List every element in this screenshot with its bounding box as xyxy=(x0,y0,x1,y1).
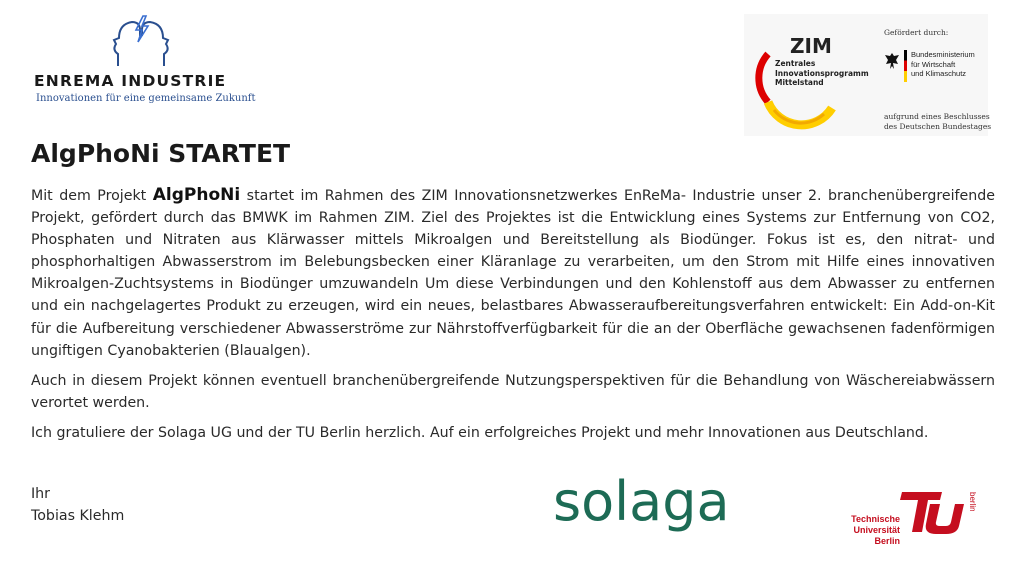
tu-vertical-text: berlin xyxy=(968,492,977,512)
paragraph-text: Mit dem Projekt xyxy=(31,188,153,204)
zim-subtitle xyxy=(775,59,869,88)
funding-logo-box xyxy=(744,14,992,136)
paragraph-text: startet im Rahmen des ZIM Innovationsnetzwerkes EnReMa- Industrie unser 2. branchenübergreifende Projekt, gefördert durch das BMWK im Rahmen ZIM. Ziel des Projektes ist die Entwicklung eines Systems zur Entfernung von CO2, Phosphaten und Nitraten aus Klärwasser mittels Mikroalgen und Bereitstellung als Biodünger. Fokus ist es, den nitrat- und phosphorhaltigen Abwasserstrom im Belebungsbecken einer Kläranlage zu verarbeiten, um den Strom mit Hilfe eines innovativen Mikroalgen-Zuchtsystems in Biodünger umzuwandeln Um diese Verbindungen und den Kohlenstoff aus dem Abwasser zu entfernen und ein nachgelagertes Produkt zu erzeugen, wird ein neues, belastbares Abwasseraufbereitungsverfahren entwickelt: Ein Add-on-Kit für die Aufbereitung verschiedener Abwasserströme zur Nährstoffverfügbarkeit für die an der Oberfläche gewachsenen fadenförmigen ungiftigen Cyanobakterien (Blaualgen). xyxy=(31,188,995,359)
enrema-name: ENREMA INDUSTRIE xyxy=(34,72,227,90)
enrema-tagline: Innovationen für eine gemeinsame Zukunft xyxy=(36,93,256,104)
enrema-logo xyxy=(34,14,256,106)
two-heads-bolt-icon xyxy=(110,14,172,68)
zim-subtitle-line: Mittelstand xyxy=(775,78,824,87)
ministry-line: für Wirtschaft xyxy=(911,59,956,69)
ministry-line: und Klimaschutz xyxy=(911,69,967,78)
tu-line: Universität xyxy=(853,525,900,535)
bundestag-resolution xyxy=(884,112,991,131)
zim-subtitle-line: Zentrales xyxy=(775,59,816,68)
signoff-name: Tobias Klehm xyxy=(31,508,125,524)
ministry-line: Bundesministerium xyxy=(911,50,975,59)
tu-line: Technische xyxy=(851,514,900,524)
solaga-logo: solaga xyxy=(553,470,730,533)
zim-subtitle-line: Innovationsprogramm xyxy=(775,68,869,78)
zim-title: ZIM xyxy=(790,34,832,58)
signature xyxy=(31,483,124,527)
paragraph-outlook: Auch in diesem Projekt können eventuell branchenübergreifende Nutzungsperspektiven für die Behandlung von Wäschereiabwässern verortet werden. xyxy=(31,372,995,411)
tu-line: Berlin xyxy=(874,536,900,546)
federal-eagle-icon xyxy=(884,52,900,70)
article-body xyxy=(31,184,995,452)
bmwk-logo xyxy=(884,50,984,84)
funded-by-label: Gefördert durch: xyxy=(884,28,949,37)
german-flag-stripe xyxy=(904,50,907,82)
tu-berlin-wordmark xyxy=(838,514,900,547)
project-name: AlgPhoNi xyxy=(152,185,241,205)
tu-berlin-logo xyxy=(838,488,977,548)
paragraph-congrats: Ich gratuliere der Solaga UG und der TU Berlin herzlich. Auf ein erfolgreiches Projekt und mehr Innovationen aus Deutschland. xyxy=(31,424,929,441)
signoff-greeting: Ihr xyxy=(31,486,51,502)
page-title: AlgPhoNi STARTET xyxy=(31,139,291,168)
resolution-line: aufgrund eines Beschlusses xyxy=(884,112,990,121)
paragraph-intro xyxy=(31,184,995,362)
resolution-line: des Deutschen Bundestages xyxy=(884,121,992,131)
tu-emblem-icon xyxy=(898,488,977,538)
ministry-name xyxy=(911,50,975,79)
